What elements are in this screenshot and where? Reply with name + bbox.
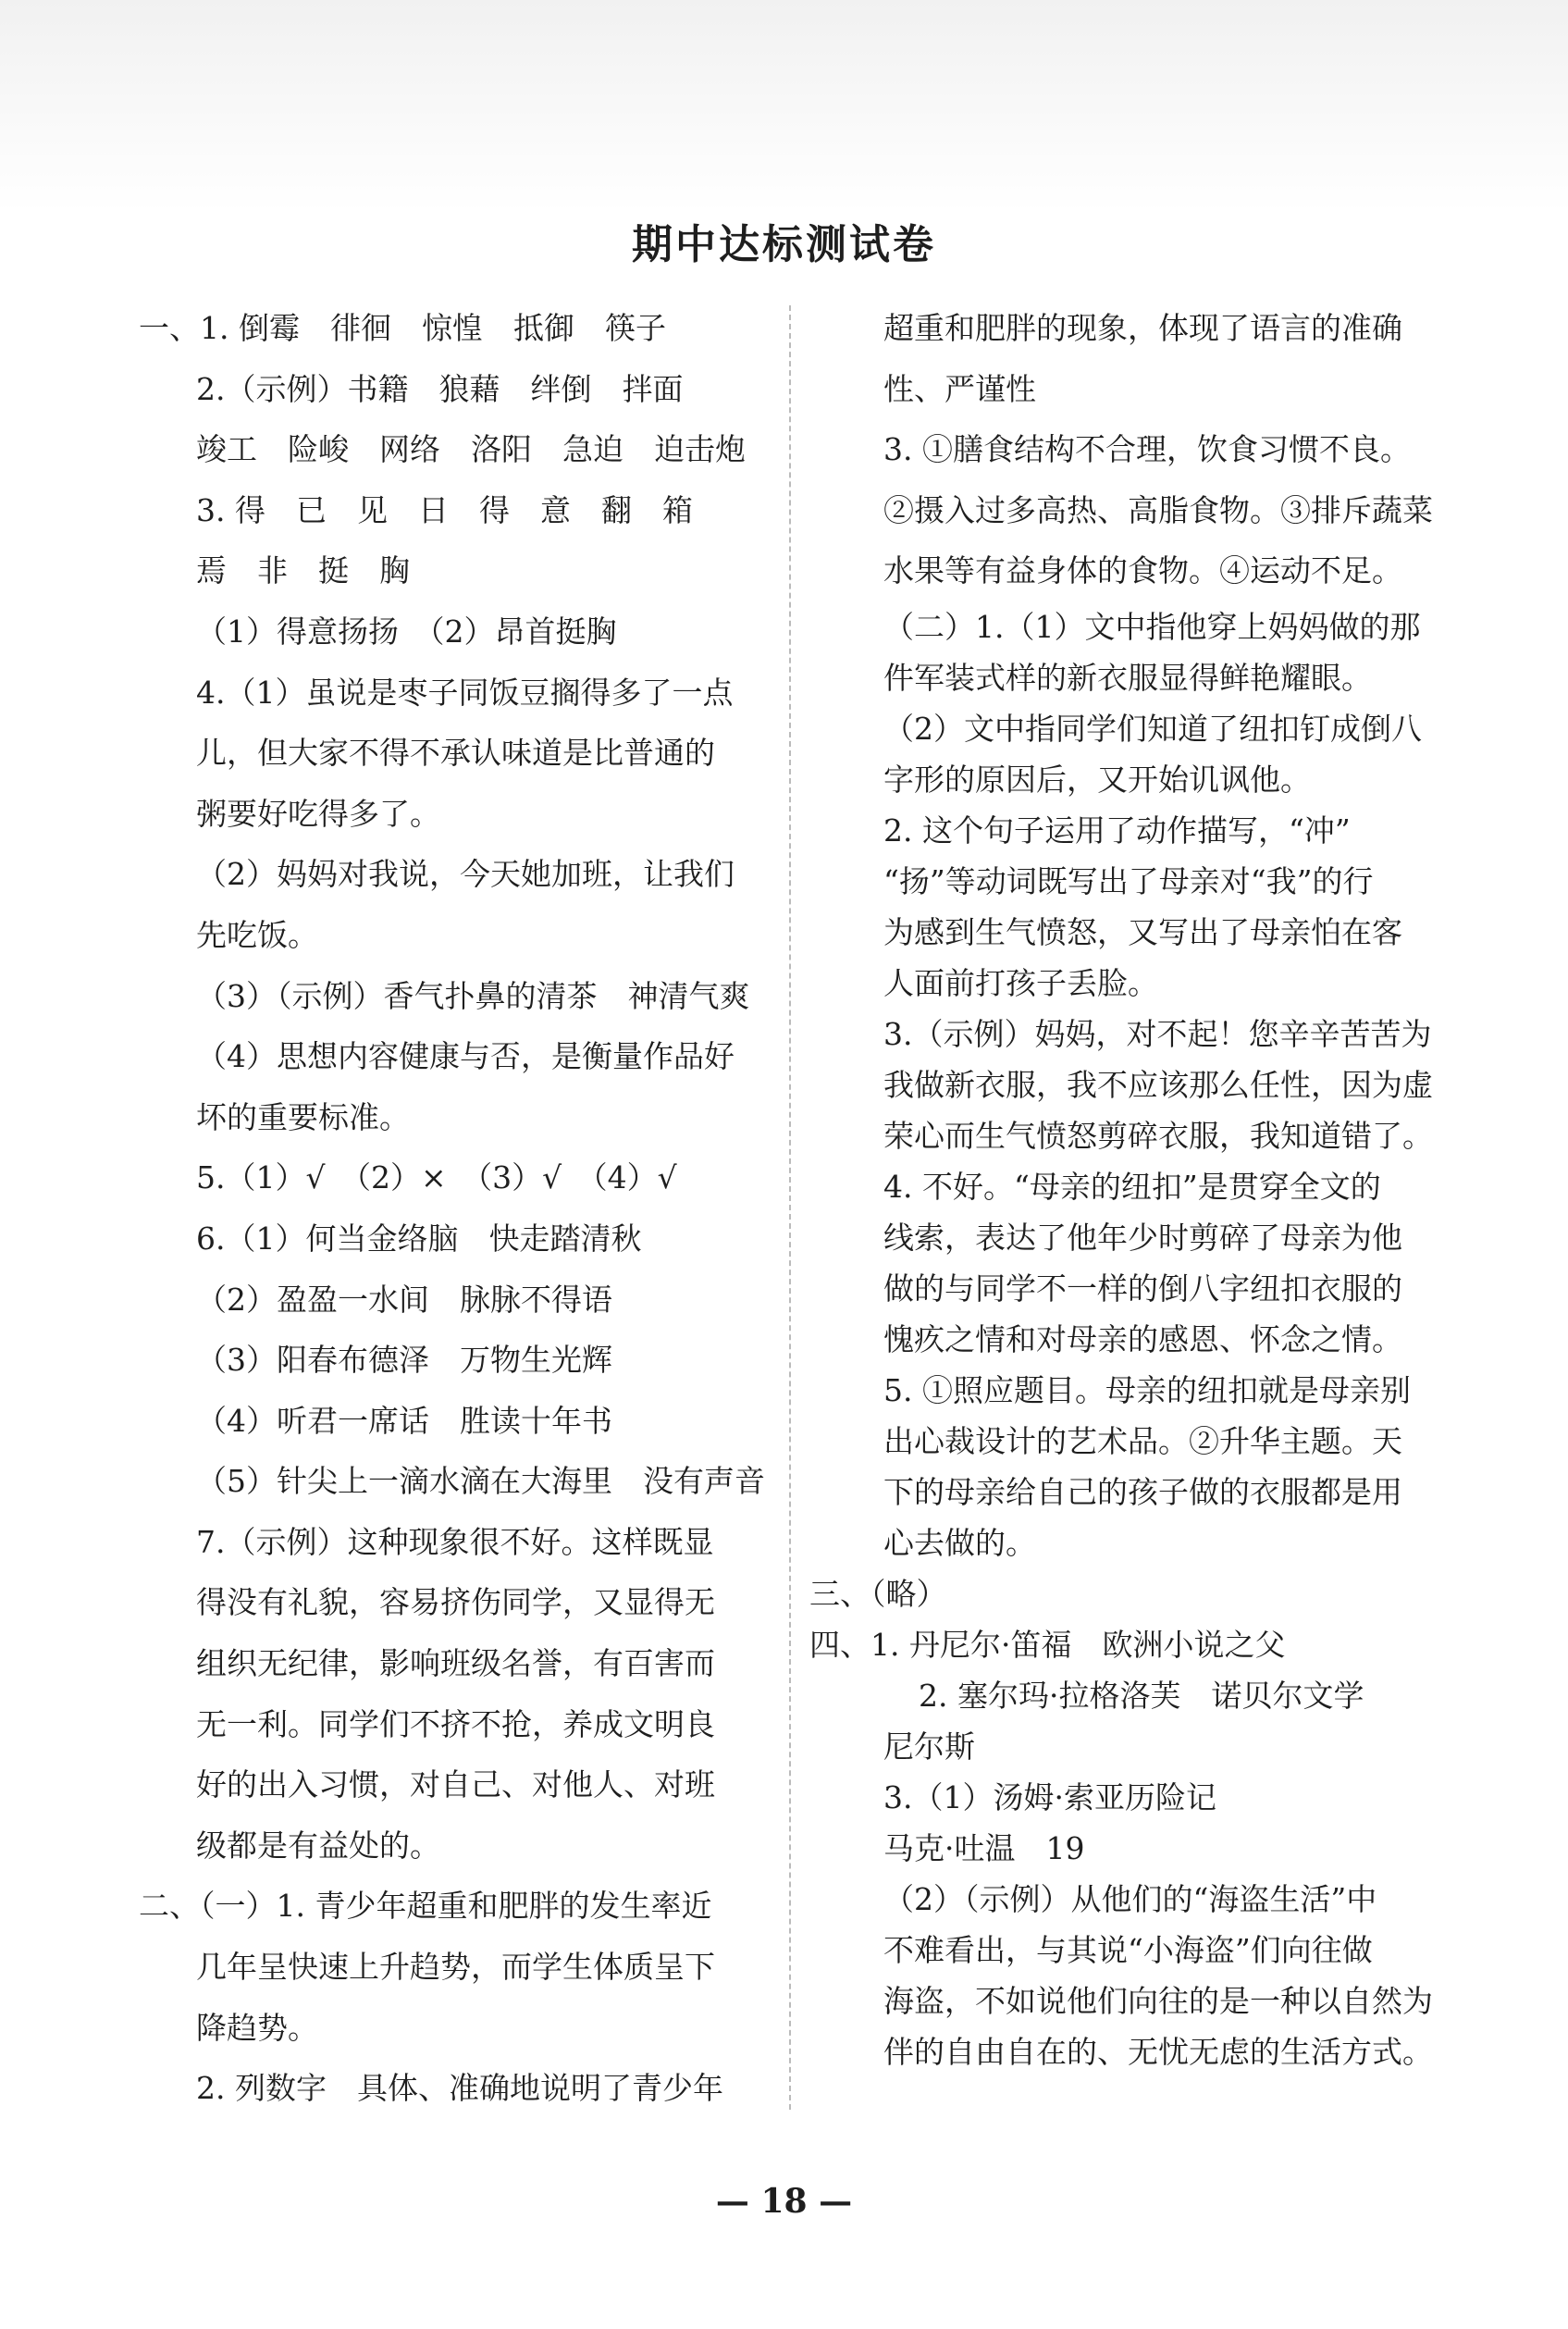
answer-line: 荣心而生气愤怒剪碎衣服，我知道错了。 (883, 1117, 1433, 1154)
answer-line: 下的母亲给自己的孩子做的衣服都是用 (883, 1473, 1402, 1510)
answer-line: 件军装式样的新衣服显得鲜艳耀眼。 (883, 659, 1372, 696)
answer-line: 2. 这个句子运用了动作描写，“冲” (883, 811, 1351, 849)
answer-line: 4. 不好。“母亲的纽扣”是贯穿全文的 (883, 1168, 1381, 1205)
answer-line: 马克·吐温 19 (883, 1829, 1085, 1866)
answer-line: 出心裁设计的艺术品。②升华主题。天 (883, 1422, 1402, 1459)
answer-line: 粥要好吃得多了。 (196, 795, 440, 832)
answer-line: 组织无纪律，影响班级名誉，有百害而 (196, 1645, 715, 1682)
answer-line: 级都是有益处的。 (196, 1827, 440, 1864)
answer-line: （2）文中指同学们知道了纽扣钉成倒八 (883, 710, 1422, 747)
answer-line: （3）（示例）香气扑鼻的清茶 神清气爽 (196, 977, 750, 1014)
answer-line: 2. 塞尔玛·拉格洛芙 诺贝尔文学 (919, 1677, 1364, 1714)
answer-line: 7.（示例）这种现象很不好。这样既显 (196, 1523, 714, 1560)
answer-line: （2）盈盈一水间 脉脉不得语 (196, 1281, 612, 1318)
answer-line: 三、（略） (809, 1575, 947, 1612)
answer-line: 2.（示例）书籍 狼藉 绊倒 拌面 (196, 370, 684, 407)
answer-line: 3. 得 已 见 日 得 意 翻 箱 (196, 491, 693, 528)
answer-line: 3. ①膳食结构不合理，饮食习惯不良。 (883, 431, 1411, 468)
answer-line: 无一利。同学们不挤不抢，养成文明良 (196, 1705, 715, 1742)
answer-line: 竣工 险峻 网络 洛阳 急迫 迫击炮 (196, 431, 746, 468)
answer-line: 先吃饭。 (196, 916, 318, 953)
answer-line: 一、1. 倒霉 徘徊 惊惶 抵御 筷子 (139, 310, 666, 346)
answer-line: 伴的自由自在的、无忧无虑的生活方式。 (883, 2033, 1433, 2070)
answer-line: 5. ①照应题目。母亲的纽扣就是母亲别 (883, 1371, 1411, 1408)
answer-line: 降趋势。 (196, 2009, 318, 2046)
answer-line: 超重和肥胖的现象，体现了语言的准确 (883, 310, 1402, 346)
answer-line: ②摄入过多高热、高脂食物。③排斥蔬菜 (883, 491, 1433, 528)
answer-line: 海盗，不如说他们向往的是一种以自然为 (883, 1982, 1433, 2019)
answer-line: 做的与同学不一样的倒八字纽扣衣服的 (883, 1270, 1402, 1307)
answer-line: 6.（1）何当金络脑 快走踏清秋 (196, 1220, 642, 1257)
answer-line: 3.（1）汤姆·索亚历险记 (883, 1778, 1216, 1815)
answer-line: “扬”等动词既写出了母亲对“我”的行 (883, 862, 1374, 899)
answer-line: 得没有礼貌，容易挤伤同学，又显得无 (196, 1584, 715, 1621)
scan-header-band (0, 0, 1568, 213)
answer-line: 好的出入习惯，对自己、对他人、对班 (196, 1766, 715, 1803)
answer-line: 不难看出，与其说“小海盗”们向往做 (883, 1931, 1373, 1968)
answer-line: 愧疚之情和对母亲的感恩、怀念之情。 (883, 1320, 1402, 1357)
answer-line: 性、严谨性 (883, 370, 1036, 407)
answer-line: （2）（示例）从他们的“海盗生活”中 (883, 1880, 1377, 1917)
answer-line: 我做新衣服，我不应该那么任性，因为虚 (883, 1066, 1433, 1103)
answer-line: （3）阳春布德泽 万物生光辉 (196, 1342, 612, 1379)
answer-line: （二）1.（1）文中指他穿上妈妈做的那 (883, 608, 1421, 645)
page-title: 期中达标测试卷 (632, 221, 936, 268)
answer-line: 尼尔斯 (883, 1728, 975, 1765)
answer-line: 4.（1）虽说是枣子同饭豆搁得多了一点 (196, 674, 734, 711)
answer-line: 几年呈快速上升趋势，而学生体质呈下 (196, 1949, 715, 1986)
answers-left-column (139, 298, 768, 2119)
answer-line: 3.（示例）妈妈，对不起！您辛辛苦苦为 (883, 1015, 1432, 1052)
answer-line: 人面前打孩子丢脸。 (883, 964, 1158, 1001)
answer-line: （1）得意扬扬 （2）昂首挺胸 (196, 613, 617, 650)
column-divider (789, 305, 791, 2110)
answers-right-column (809, 298, 1448, 2077)
answer-line: 水果等有益身体的食物。④运动不足。 (883, 552, 1402, 589)
answer-line: （2）妈妈对我说，今天她加班，让我们 (196, 856, 735, 893)
answer-line: （4）思想内容健康与否，是衡量作品好 (196, 1038, 735, 1075)
answer-line: 四、1. 丹尼尔·笛福 欧洲小说之父 (809, 1626, 1286, 1663)
answer-line: （5）针尖上一滴水滴在大海里 没有声音 (196, 1463, 765, 1500)
answer-line: 2. 列数字 具体、准确地说明了青少年 (196, 2070, 723, 2107)
answer-line: 心去做的。 (883, 1524, 1036, 1561)
answer-line: （4）听君一席话 胜读十年书 (196, 1402, 612, 1439)
answer-line: 字形的原因后，又开始讥讽他。 (883, 761, 1311, 798)
answer-line: 为感到生气愤怒，又写出了母亲怕在客 (883, 913, 1402, 950)
answer-line: 坏的重要标准。 (196, 1098, 410, 1135)
answer-line: 线索，表达了他年少时剪碎了母亲为他 (883, 1219, 1402, 1256)
answer-line: 儿，但大家不得不承认味道是比普通的 (196, 735, 715, 772)
page-number: — 18 — (715, 2182, 853, 2221)
answer-line: 焉 非 挺 胸 (196, 552, 410, 589)
answer-line: 5.（1）√ （2）× （3）√ （4）√ (196, 1159, 677, 1196)
answer-line: 二、（一）1. 青少年超重和肥胖的发生率近 (139, 1888, 712, 1925)
